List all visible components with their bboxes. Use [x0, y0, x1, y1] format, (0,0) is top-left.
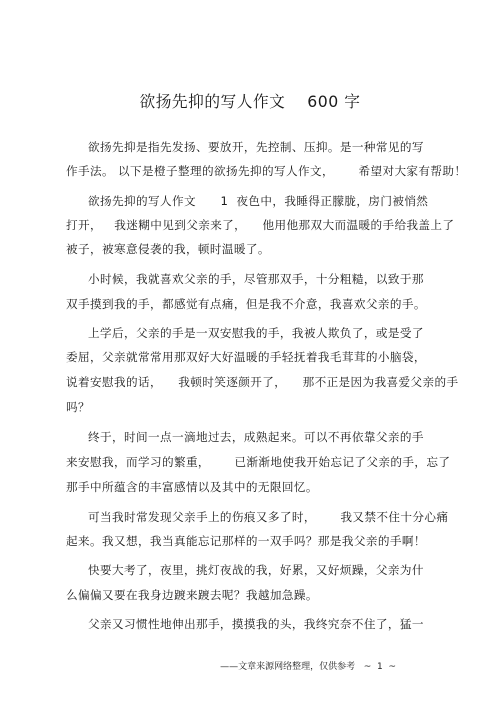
paragraph-3-line-2: 双手摸到我的手，都感觉有点痛，但是我不介意，我喜欢父亲的手。: [66, 297, 426, 311]
paragraph-5-line-1: 终于，时间一点一滴地过去，成熟起来。可以不再依靠父亲的手: [88, 430, 424, 444]
paragraph-7-line-2: 么偏偏又要在我身边踱来踱去呢？我越加急躁。: [66, 588, 318, 602]
paragraph-1-line-1: 欲扬先抑是指先发扬、要放开，先控制、压抑。是一种常见的写: [88, 140, 424, 154]
paragraph-4-line-4: 吗？: [66, 400, 90, 414]
paragraph-4-line-3: 说着安慰我的话， 我顿时笑逐颜开了， 那不正是因为我喜爱父亲的手: [66, 375, 459, 389]
paragraph-6-line-1: 可当我时常发现父亲手上的伤痕又多了时， 我又禁不住十分心痛: [88, 510, 449, 524]
paragraph-4-line-1: 上学后，父亲的手是一双安慰我的手，我被人欺负了，或是受了: [88, 326, 424, 340]
paragraph-1-line-2: 作手法。 以下是橙子整理的欲扬先抑的写人作文， 希望对大家有帮助！: [66, 164, 467, 178]
paragraph-2-line-1: 欲扬先抑的写人作文 1 夜色中，我睡得正朦胧，房门被悄然: [88, 194, 429, 208]
paragraph-6-line-2: 起来。我又想，我当真能忘记那样的一双手吗？那是我父亲的手啊！: [66, 534, 426, 548]
paragraph-8-line-1: 父亲又习惯性地伸出那手，摸摸我的头，我终究奈不住了，猛一: [88, 617, 424, 631]
paragraph-7-line-1: 快要大考了，夜里，挑灯夜战的我，好累，又好烦躁，父亲为什: [88, 563, 424, 577]
document-title: 欲扬先抑的写人作文 600 字: [139, 92, 361, 111]
paragraph-3-line-1: 小时候，我就喜欢父亲的手，尽管那双手，十分粗糙，以致于那: [88, 272, 424, 286]
paragraph-2-line-3: 被子，被寒意侵袭的我，顿时温暖了。: [66, 242, 270, 256]
paragraph-4-line-2: 委屈，父亲就常常用那双好大好温暖的手轻抚着我毛茸茸的小脑袋，: [66, 350, 426, 364]
paragraph-5-line-3: 那手中所蕴含的丰富感情以及其中的无限回忆。: [66, 480, 318, 494]
page-footer: ——文章来源网络整理，仅供参考 ~ 1 ~: [220, 662, 396, 672]
paragraph-5-line-2: 来安慰我，而学习的繁重， 已渐渐地使我开始忘记了父亲的手，忘了: [66, 455, 451, 469]
paragraph-2-line-2: 打开， 我迷糊中见到父亲来了， 他用他那双大而温暖的手给我盖上了: [66, 218, 455, 232]
